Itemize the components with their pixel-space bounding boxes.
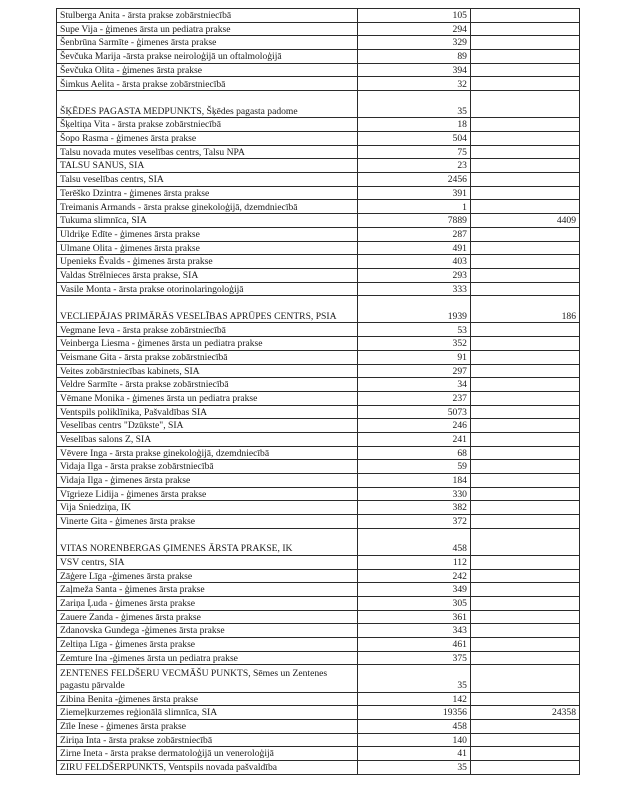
table-row	[57, 22, 580, 36]
table-row	[57, 378, 580, 392]
value-cell-2	[470, 77, 579, 91]
value-cell-1: 140	[357, 733, 470, 747]
value-cell-2	[470, 118, 579, 132]
table-row	[57, 747, 580, 761]
value-cell-1: 184	[357, 474, 470, 488]
value-cell-2	[470, 132, 579, 146]
value-cell-2	[470, 9, 579, 23]
table-row	[57, 268, 580, 282]
value-cell-1: 491	[357, 241, 470, 255]
table-row	[57, 118, 580, 132]
institution-name-cell: ZENTENES FELDŠERU VECMĀŠU PUNKTS, Sēmes un Zentenes pagastu pārvalde	[57, 665, 358, 692]
value-cell-2	[470, 186, 579, 200]
value-cell-1: 2456	[357, 173, 470, 187]
institution-name-cell: Veselības centrs "Dzūkste", SIA	[57, 419, 358, 433]
table-row	[57, 501, 580, 515]
value-cell-2	[470, 63, 579, 77]
institution-name-cell: Veldre Sarmīte - ārsta prakse zobārstniecībā	[57, 378, 358, 392]
value-cell-2	[470, 50, 579, 64]
value-cell-2	[470, 173, 579, 187]
table-row	[57, 227, 580, 241]
table-row	[57, 432, 580, 446]
value-cell-2	[470, 268, 579, 282]
table-row	[57, 391, 580, 405]
table-row	[57, 706, 580, 720]
table-row	[57, 446, 580, 460]
table-row	[57, 91, 580, 118]
value-cell-2	[470, 405, 579, 419]
value-cell-1: 329	[357, 36, 470, 50]
value-cell-2	[470, 350, 579, 364]
value-cell-2	[470, 159, 579, 173]
value-cell-2	[470, 91, 579, 118]
institution-name-cell: Ventspils poliklīnika, Pašvaldības SIA	[57, 405, 358, 419]
institution-name-cell: Šimkus Aelita - ārsta prakse zobārstniecībā	[57, 77, 358, 91]
value-cell-1: 142	[357, 692, 470, 706]
table-row	[57, 610, 580, 624]
value-cell-1: 375	[357, 651, 470, 665]
value-cell-1: 297	[357, 364, 470, 378]
value-cell-1: 7889	[357, 214, 470, 228]
table-row	[57, 555, 580, 569]
table-row	[57, 528, 580, 555]
institution-name-cell: Uldriķe Edīte - ģimenes ārsta prakse	[57, 227, 358, 241]
value-cell-2	[470, 255, 579, 269]
institution-name-cell: Ziemeļkurzemes reģionālā slimnīca, SIA	[57, 706, 358, 720]
table-row	[57, 733, 580, 747]
institution-name-cell: Ziriņa Inta - ārsta prakse zobārstniecībā	[57, 733, 358, 747]
value-cell-2	[470, 227, 579, 241]
table-row	[57, 282, 580, 296]
value-cell-2: 24358	[470, 706, 579, 720]
table-row	[57, 241, 580, 255]
value-cell-2: 4409	[470, 214, 579, 228]
value-cell-1: 105	[357, 9, 470, 23]
table-row	[57, 720, 580, 734]
value-cell-2	[470, 364, 579, 378]
institution-name-cell: Vīgrieze Lidija - ģimenes ārsta prakse	[57, 487, 358, 501]
institution-name-cell: Zdanovska Gundega -ģimenes ārsta prakse	[57, 624, 358, 638]
institution-name-cell: Stulberga Anita - ārsta prakse zobārstniecībā	[57, 9, 358, 23]
table-row	[57, 364, 580, 378]
value-cell-1: 89	[357, 50, 470, 64]
value-cell-2	[470, 419, 579, 433]
value-cell-2	[470, 692, 579, 706]
value-cell-2	[470, 761, 579, 775]
institution-name-cell: Ulmane Olita - ģimenes ārsta prakse	[57, 241, 358, 255]
institution-name-cell: Šopo Rasma - ģimenes ārsta prakse	[57, 132, 358, 146]
data-table	[56, 8, 580, 775]
institution-name-cell: Veismane Gita - ārsta prakse zobārstniecībā	[57, 350, 358, 364]
table-row	[57, 583, 580, 597]
value-cell-2	[470, 733, 579, 747]
value-cell-2	[470, 446, 579, 460]
institution-name-cell: Vēvere Inga - ārsta prakse ginekoloģijā, dzemdniecībā	[57, 446, 358, 460]
institution-name-cell: Vēmane Monika - ģimenes ārsta un pediatra prakse	[57, 391, 358, 405]
table-row	[57, 569, 580, 583]
institution-name-cell: Šenbrūna Sarmīte - ģimenes ārsta prakse	[57, 36, 358, 50]
value-cell-2	[470, 22, 579, 36]
value-cell-1: 41	[357, 747, 470, 761]
value-cell-1: 349	[357, 583, 470, 597]
table-row	[57, 419, 580, 433]
institution-name-cell: Zariņa Ļuda - ģimenes ārsta prakse	[57, 597, 358, 611]
value-cell-1: 5073	[357, 405, 470, 419]
value-cell-1: 294	[357, 22, 470, 36]
value-cell-2	[470, 665, 579, 692]
institution-name-cell: Ševčuka Marija -ārsta prakse neiroloģijā un oftalmoloģijā	[57, 50, 358, 64]
value-cell-1: 35	[357, 91, 470, 118]
value-cell-1: 403	[357, 255, 470, 269]
value-cell-2	[470, 624, 579, 638]
table-row	[57, 186, 580, 200]
value-cell-1: 382	[357, 501, 470, 515]
value-cell-1: 461	[357, 638, 470, 652]
value-cell-1: 372	[357, 515, 470, 529]
institution-name-cell: Vija Sniedziņa, IK	[57, 501, 358, 515]
institution-name-cell: VITAS NORENBERGAS ĢIMENES ĀRSTA PRAKSE, IK	[57, 528, 358, 555]
institution-name-cell: Vinerte Gita - ģimenes ārsta prakse	[57, 515, 358, 529]
value-cell-1: 75	[357, 145, 470, 159]
value-cell-2	[470, 460, 579, 474]
table-row	[57, 173, 580, 187]
institution-name-cell: Veselības salons Z, SIA	[57, 432, 358, 446]
institution-name-cell: Zirne Ineta - ārsta prakse dermatoloģijā un veneroloģijā	[57, 747, 358, 761]
institution-name-cell: VECLIEPĀJAS PRIMĀRĀS VESELĪBAS APRŪPES CENTRS, PSIA	[57, 296, 358, 323]
value-cell-1: 287	[357, 227, 470, 241]
institution-name-cell: Zāģere Līga -ģimenes ārsta prakse	[57, 569, 358, 583]
institution-name-cell: Talsu veselības centrs, SIA	[57, 173, 358, 187]
table-row	[57, 638, 580, 652]
table-row	[57, 214, 580, 228]
value-cell-2	[470, 515, 579, 529]
value-cell-2	[470, 391, 579, 405]
institution-name-cell: TALSU SANUS, SIA	[57, 159, 358, 173]
institution-name-cell: Zauere Zanda - ģimenes ārsta prakse	[57, 610, 358, 624]
institution-name-cell: Upenieks Ēvalds - ģimenes ārsta prakse	[57, 255, 358, 269]
value-cell-2	[470, 638, 579, 652]
value-cell-2	[470, 474, 579, 488]
value-cell-2	[470, 241, 579, 255]
institution-name-cell: Veinberga Liesma - ģimenes ārsta un pediatra prakse	[57, 337, 358, 351]
value-cell-2	[470, 597, 579, 611]
table-row	[57, 515, 580, 529]
value-cell-2	[470, 569, 579, 583]
value-cell-2	[470, 337, 579, 351]
value-cell-1: 242	[357, 569, 470, 583]
table-body	[57, 9, 580, 775]
institution-name-cell: ŠĶĒDES PAGASTA MEDPUNKTS, Šķēdes pagasta padome	[57, 91, 358, 118]
institution-name-cell: Šķeltiņa Vita - ārsta prakse zobārstniecībā	[57, 118, 358, 132]
institution-name-cell: Zeltiņa Līga - ģimenes ārsta prakse	[57, 638, 358, 652]
value-cell-1: 59	[357, 460, 470, 474]
table-row	[57, 624, 580, 638]
institution-name-cell: Valdas Strēlnieces ārsta prakse, SIA	[57, 268, 358, 282]
value-cell-2	[470, 747, 579, 761]
institution-name-cell: Zemture Ina -ģimenes ārsta un pediatra prakse	[57, 651, 358, 665]
table-row	[57, 200, 580, 214]
value-cell-1: 68	[357, 446, 470, 460]
value-cell-1: 112	[357, 555, 470, 569]
value-cell-1: 35	[357, 761, 470, 775]
institution-name-cell: Zibina Benita -ģimenes ārsta prakse	[57, 692, 358, 706]
table-row	[57, 145, 580, 159]
value-cell-1: 32	[357, 77, 470, 91]
table-row	[57, 323, 580, 337]
table-row	[57, 296, 580, 323]
value-cell-1: 458	[357, 720, 470, 734]
institution-name-cell: Vidaja Ilga - ģimenes ārsta prakse	[57, 474, 358, 488]
table-row	[57, 665, 580, 692]
value-cell-2	[470, 610, 579, 624]
table-row	[57, 337, 580, 351]
table-row	[57, 597, 580, 611]
table-row	[57, 692, 580, 706]
value-cell-1: 458	[357, 528, 470, 555]
table-row	[57, 405, 580, 419]
institution-name-cell: Treimanis Armands - ārsta prakse ginekoloģijā, dzemdniecībā	[57, 200, 358, 214]
value-cell-2: 186	[470, 296, 579, 323]
table-row	[57, 63, 580, 77]
value-cell-1: 1	[357, 200, 470, 214]
table-row	[57, 36, 580, 50]
institution-name-cell: VSV centrs, SIA	[57, 555, 358, 569]
value-cell-1: 34	[357, 378, 470, 392]
institution-name-cell: Talsu novada mutes veselības centrs, Talsu NPA	[57, 145, 358, 159]
value-cell-1: 352	[357, 337, 470, 351]
table-row	[57, 255, 580, 269]
value-cell-1: 23	[357, 159, 470, 173]
institution-name-cell: Veites zobārstniecības kabinets, SIA	[57, 364, 358, 378]
value-cell-2	[470, 487, 579, 501]
value-cell-2	[470, 555, 579, 569]
value-cell-1: 330	[357, 487, 470, 501]
institution-name-cell: ZIRU FELDŠERPUNKTS, Ventspils novada pašvaldība	[57, 761, 358, 775]
value-cell-1: 305	[357, 597, 470, 611]
table-row	[57, 50, 580, 64]
value-cell-1: 19356	[357, 706, 470, 720]
value-cell-2	[470, 720, 579, 734]
institution-name-cell: Ševčuka Olita - ģimenes ārsta prakse	[57, 63, 358, 77]
table-row	[57, 651, 580, 665]
value-cell-1: 361	[357, 610, 470, 624]
value-cell-1: 1939	[357, 296, 470, 323]
value-cell-1: 504	[357, 132, 470, 146]
institution-name-cell: Zaļmeža Santa - ģimenes ārsta prakse	[57, 583, 358, 597]
value-cell-2	[470, 323, 579, 337]
institution-name-cell: Tukuma slimnīca, SIA	[57, 214, 358, 228]
value-cell-1: 35	[357, 665, 470, 692]
value-cell-1: 343	[357, 624, 470, 638]
value-cell-2	[470, 36, 579, 50]
institution-name-cell: Vasile Monta - ārsta prakse otorinolaringoloģijā	[57, 282, 358, 296]
value-cell-1: 333	[357, 282, 470, 296]
value-cell-1: 293	[357, 268, 470, 282]
value-cell-2	[470, 651, 579, 665]
value-cell-2	[470, 583, 579, 597]
table-row	[57, 761, 580, 775]
value-cell-2	[470, 145, 579, 159]
table-row	[57, 460, 580, 474]
table-row	[57, 159, 580, 173]
table-row	[57, 474, 580, 488]
table-row	[57, 77, 580, 91]
institution-name-cell: Supe Vija - ģimenes ārsta un pediatra prakse	[57, 22, 358, 36]
table-row	[57, 487, 580, 501]
value-cell-1: 91	[357, 350, 470, 364]
value-cell-2	[470, 432, 579, 446]
value-cell-2	[470, 528, 579, 555]
institution-name-cell: Zīle Inese - ģimenes ārsta prakse	[57, 720, 358, 734]
value-cell-1: 241	[357, 432, 470, 446]
value-cell-2	[470, 282, 579, 296]
value-cell-1: 394	[357, 63, 470, 77]
value-cell-1: 391	[357, 186, 470, 200]
value-cell-1: 53	[357, 323, 470, 337]
value-cell-1: 237	[357, 391, 470, 405]
value-cell-2	[470, 200, 579, 214]
table-row	[57, 132, 580, 146]
institution-name-cell: Terēško Dzintra - ģimenes ārsta prakse	[57, 186, 358, 200]
institution-name-cell: Vegmane Ieva - ārsta prakse zobārstniecībā	[57, 323, 358, 337]
table-row	[57, 9, 580, 23]
table-row	[57, 350, 580, 364]
value-cell-1: 18	[357, 118, 470, 132]
value-cell-1: 246	[357, 419, 470, 433]
value-cell-2	[470, 501, 579, 515]
institution-name-cell: Vidaja Ilga - ārsta prakse zobārstniecībā	[57, 460, 358, 474]
value-cell-2	[470, 378, 579, 392]
